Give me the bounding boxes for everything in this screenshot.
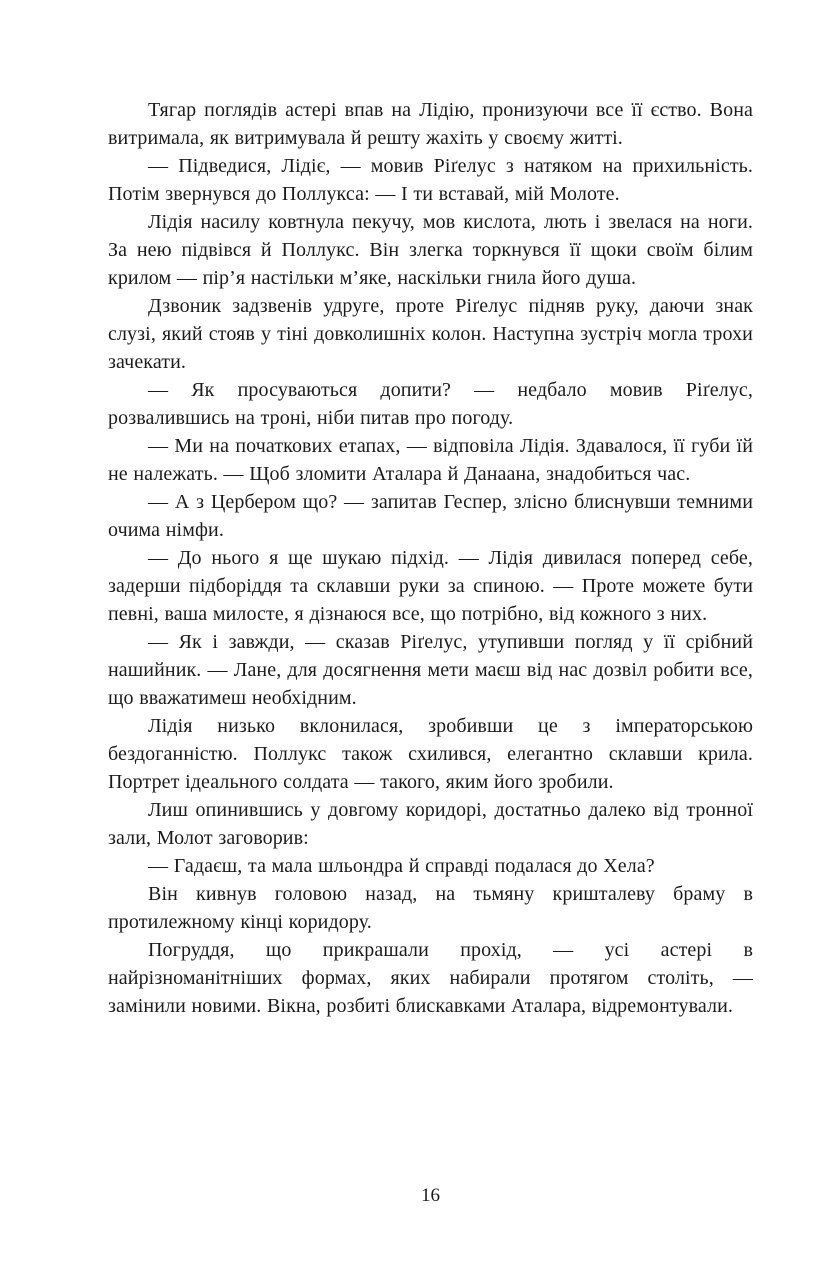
paragraph: Лідія низько вклонилася, зробивши це з імператорською бездоганністю. Поллукс також схилився, елегантно склавши крила. Портрет ідеального солдата — такого, яким його зробили.	[108, 715, 753, 793]
paragraph: Погруддя, що прикрашали прохід, — усі астері в найрізноманітніших формах, яких набирали протягом століть, — замінили новими. Вікна, розбиті блискавками Аталара, відремонтували.	[108, 939, 753, 1017]
paragraph: — До нього я ще шукаю підхід. — Лідія дивилася поперед себе, задерши підборіддя та склавши руки за спиною. — Проте можете бути певні, ваша милосте, я дізнаюся все, що потрібно, від кожного з них.	[108, 547, 753, 625]
page-number: 16	[421, 1185, 440, 1206]
paragraph: — Гадаєш, та мала шльондра й справді подалася до Хела?	[148, 855, 655, 877]
paragraph: — Ми на початкових етапах, — відповіла Лідія. Здавалося, її губи їй не належать. — Щоб зломити Аталара й Данаана, знадобиться час.	[108, 435, 753, 485]
paragraph: Лідія насилу ковтнула пекучу, мов кислота, лють і звелася на ноги. За нею підвівся й Поллукс. Він злегка торкнувся її щоки своїм білим крилом — пір’я настільки м’яке, наскільки гнила його душа.	[108, 211, 753, 289]
paragraph: — Як і завжди, — сказав Ріґелус, утупивши погляд у її срібний нашийник. — Лане, для досягнення мети маєш від нас дозвіл робити все, що вважатимеш необхідним.	[108, 631, 753, 709]
paragraph: Лиш опинившись у довгому коридорі, достатньо далеко від тронної зали, Молот заговорив:	[108, 799, 753, 849]
paragraph: Тягар поглядів астері впав на Лідію, пронизуючи все її єство. Вона витримала, як витримувала й решту жахіть у своєму житті.	[108, 99, 753, 149]
paragraph: Дзвоник задзвенів удруге, проте Ріґелус підняв руку, даючи знак слузі, який стояв у тіні довколишніх колон. Наступна зустріч могла трохи зачекати.	[108, 295, 753, 373]
body-text	[108, 96, 753, 1020]
paragraph: Він кивнув головою назад, на тьмяну кришталеву браму в протилежному кінці коридору.	[108, 883, 753, 933]
paragraph: — А з Цербером що? — запитав Геспер, злісно блиснувши темними очима німфи.	[108, 491, 753, 541]
paragraph: — Підведися, Лідіє, — мовив Ріґелус з натяком на прихильність. Потім звернувся до Поллукса: — І ти вставай, мій Молоте.	[108, 155, 753, 205]
paragraph: — Як просуваються допити? — недбало мовив Ріґелус, розвалившись на троні, ніби питав про погоду.	[108, 379, 753, 429]
